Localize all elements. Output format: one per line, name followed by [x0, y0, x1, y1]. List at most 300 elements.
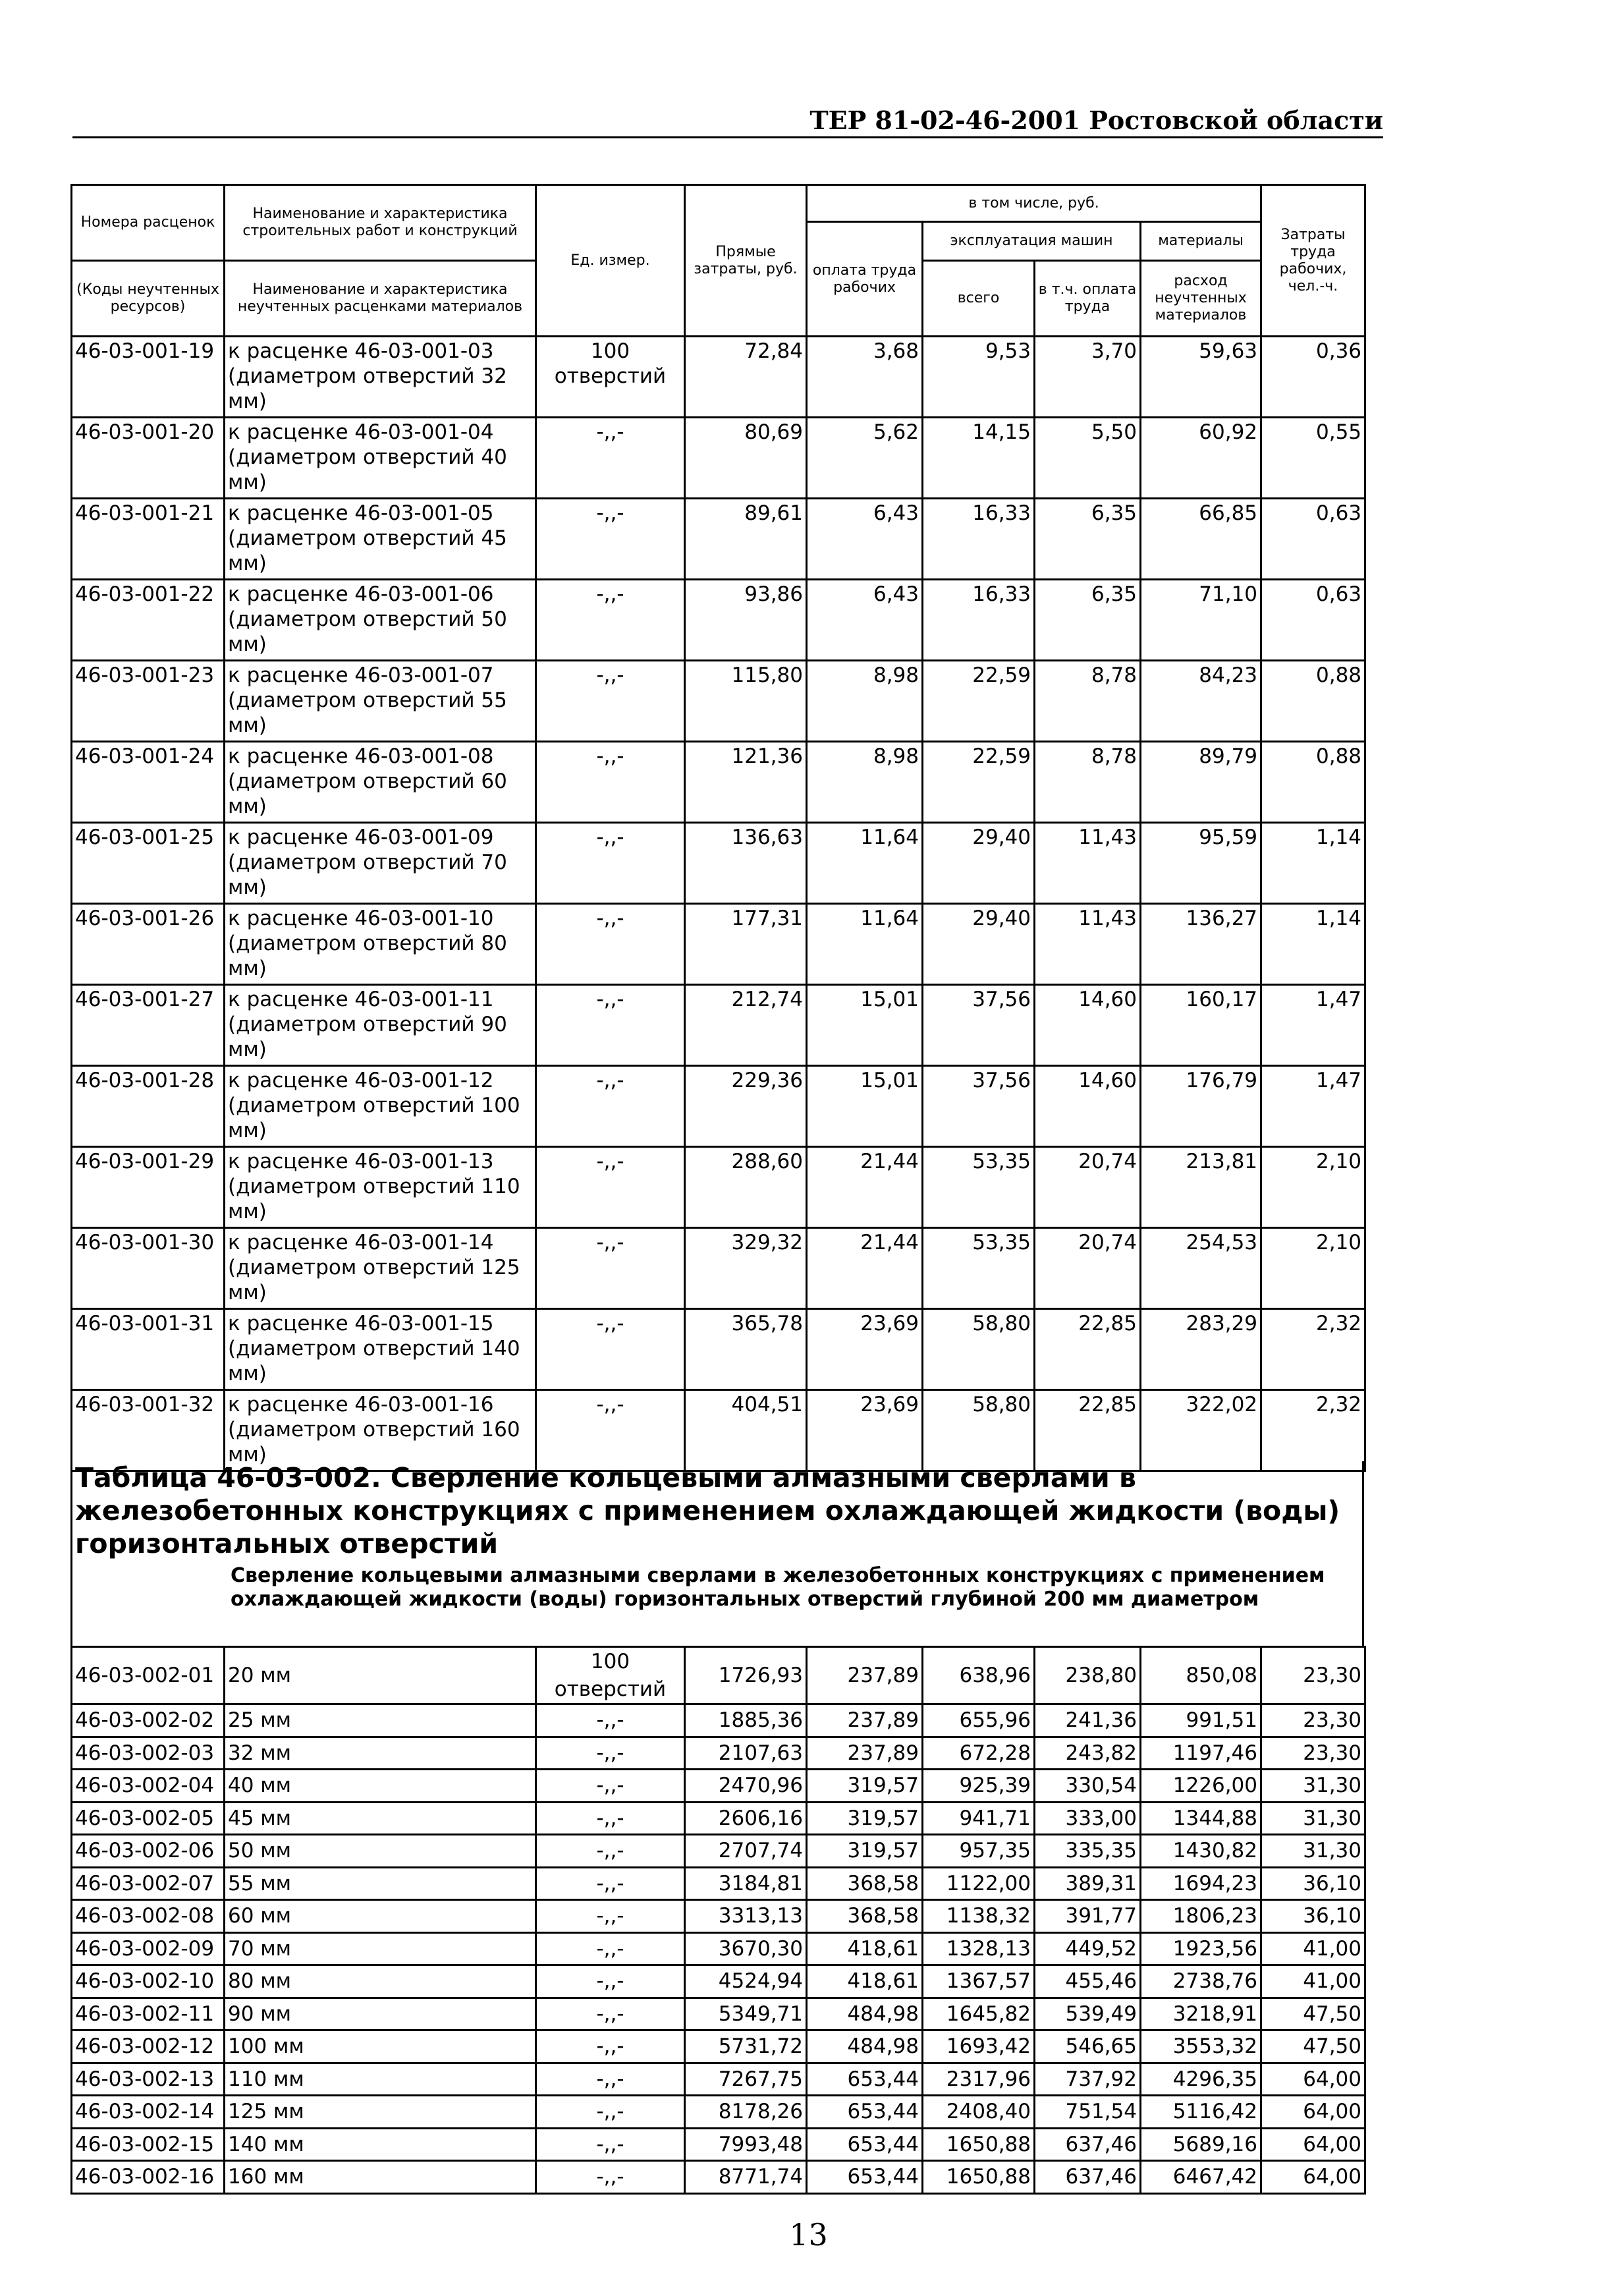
description: 60 мм [225, 1900, 536, 1933]
labor-hours: 36,10 [1261, 1900, 1365, 1933]
materials: 1806,23 [1141, 1900, 1261, 1933]
wages: 319,57 [807, 1770, 923, 1803]
description: 70 мм [225, 1932, 536, 1965]
wages: 11,64 [807, 823, 923, 904]
machine-total: 58,80 [923, 1390, 1035, 1471]
machine-wages: 238,80 [1035, 1647, 1141, 1704]
materials: 2738,76 [1141, 1965, 1261, 1998]
description: 100 мм [225, 2030, 536, 2063]
table-row [72, 985, 1365, 1066]
wages: 21,44 [807, 1228, 923, 1309]
table-row [72, 2128, 1365, 2161]
labor-hours: 23,30 [1261, 1704, 1365, 1737]
labor-hours: 2,10 [1261, 1147, 1365, 1228]
wages: 653,44 [807, 2161, 923, 2194]
machine-total: 1367,57 [923, 1965, 1035, 1998]
wages: 5,62 [807, 418, 923, 499]
rate-code: 46-03-001-30 [72, 1228, 225, 1309]
col-code2: (Коды неучтенных ресурсов) [72, 261, 225, 337]
table-row [72, 2096, 1365, 2129]
labor-hours: 36,10 [1261, 1867, 1365, 1900]
rate-code: 46-03-002-03 [72, 1737, 225, 1770]
unit: -,,- [536, 1066, 685, 1147]
rates-table-46-03-001 [70, 184, 1366, 1472]
wages: 15,01 [807, 985, 923, 1066]
rate-code: 46-03-001-25 [72, 823, 225, 904]
col-labor: Затраты труда рабочих, чел.-ч. [1261, 185, 1365, 337]
unit: -,,- [536, 2096, 685, 2129]
direct-costs: 329,32 [685, 1228, 807, 1309]
unit: -,,- [536, 1737, 685, 1770]
description: 80 мм [225, 1965, 536, 1998]
labor-hours: 47,50 [1261, 2030, 1365, 2063]
materials: 283,29 [1141, 1309, 1261, 1390]
materials: 1923,56 [1141, 1932, 1261, 1965]
machine-wages: 637,46 [1035, 2161, 1141, 2194]
labor-hours: 1,47 [1261, 1066, 1365, 1147]
machine-wages: 333,00 [1035, 1802, 1141, 1835]
wages: 237,89 [807, 1647, 923, 1704]
materials: 59,63 [1141, 337, 1261, 418]
machine-total: 655,96 [923, 1704, 1035, 1737]
labor-hours: 41,00 [1261, 1965, 1365, 1998]
materials: 89,79 [1141, 742, 1261, 823]
machine-wages: 22,85 [1035, 1390, 1141, 1471]
unit: -,,- [536, 418, 685, 499]
table-row [72, 1309, 1365, 1390]
machine-total: 925,39 [923, 1770, 1035, 1803]
table-row [72, 1932, 1365, 1965]
materials: 1197,46 [1141, 1737, 1261, 1770]
machine-wages: 737,92 [1035, 2063, 1141, 2096]
wages: 237,89 [807, 1704, 923, 1737]
table-row [72, 2161, 1365, 2194]
unit: 100 отверстий [536, 1647, 685, 1704]
machine-total: 16,33 [923, 499, 1035, 580]
unit: -,,- [536, 1228, 685, 1309]
machine-wages: 539,49 [1035, 1998, 1141, 2030]
table-row [72, 2030, 1365, 2063]
direct-costs: 89,61 [685, 499, 807, 580]
machine-total: 1650,88 [923, 2128, 1035, 2161]
rate-code: 46-03-001-29 [72, 1147, 225, 1228]
machine-total: 2317,96 [923, 2063, 1035, 2096]
description: к расценке 46-03-001-03 (диаметром отверстий 32 мм) [225, 337, 536, 418]
direct-costs: 72,84 [685, 337, 807, 418]
materials: 850,08 [1141, 1647, 1261, 1704]
materials: 60,92 [1141, 418, 1261, 499]
wages: 653,44 [807, 2096, 923, 2129]
machine-wages: 6,35 [1035, 580, 1141, 661]
machine-wages: 335,35 [1035, 1835, 1141, 1868]
wages: 653,44 [807, 2063, 923, 2096]
table-row [72, 742, 1365, 823]
materials: 991,51 [1141, 1704, 1261, 1737]
unit: -,,- [536, 1802, 685, 1835]
rate-code: 46-03-001-24 [72, 742, 225, 823]
materials: 6467,42 [1141, 2161, 1261, 2194]
machine-wages: 6,35 [1035, 499, 1141, 580]
table-row [72, 661, 1365, 742]
wages: 484,98 [807, 1998, 923, 2030]
table-row [72, 1066, 1365, 1147]
direct-costs: 93,86 [685, 580, 807, 661]
rate-code: 46-03-002-16 [72, 2161, 225, 2194]
col-code: Номера расценок [72, 185, 225, 261]
table-row [72, 1867, 1365, 1900]
materials: 1694,23 [1141, 1867, 1261, 1900]
description: 160 мм [225, 2161, 536, 2194]
table-row [72, 1390, 1365, 1471]
rate-code: 46-03-001-21 [72, 499, 225, 580]
description: 25 мм [225, 1704, 536, 1737]
unit: -,,- [536, 1770, 685, 1803]
section-subtitle: Сверление кольцевыми алмазными сверлами в железобетонных конструкциях с применением охлаждающей жидкости (воды) горизонтальных отверстий глубиной 200 мм диаметром [231, 1564, 1325, 1611]
description: к расценке 46-03-001-06 (диаметром отверстий 50 мм) [225, 580, 536, 661]
rate-code: 46-03-002-04 [72, 1770, 225, 1803]
machine-total: 1645,82 [923, 1998, 1035, 2030]
description: 125 мм [225, 2096, 536, 2129]
col-name: Наименование и характеристика строительных работ и конструкций [225, 185, 536, 261]
col-wage: оплата труда рабочих [807, 222, 923, 337]
machine-wages: 5,50 [1035, 418, 1141, 499]
labor-hours: 0,55 [1261, 418, 1365, 499]
machine-total: 37,56 [923, 985, 1035, 1066]
table-row [72, 1770, 1365, 1803]
machine-wages: 389,31 [1035, 1867, 1141, 1900]
rate-code: 46-03-002-01 [72, 1647, 225, 1704]
unit: -,,- [536, 2161, 685, 2194]
labor-hours: 0,88 [1261, 661, 1365, 742]
rate-code: 46-03-002-09 [72, 1932, 225, 1965]
machine-total: 672,28 [923, 1737, 1035, 1770]
machine-total: 957,35 [923, 1835, 1035, 1868]
page-number: 13 [789, 2217, 828, 2253]
unit: -,,- [536, 823, 685, 904]
unit: -,,- [536, 499, 685, 580]
materials: 71,10 [1141, 580, 1261, 661]
machine-wages: 14,60 [1035, 985, 1141, 1066]
description: к расценке 46-03-001-15 (диаметром отверстий 140 мм) [225, 1309, 536, 1390]
table-row [72, 580, 1365, 661]
wages: 319,57 [807, 1835, 923, 1868]
table-row [72, 1737, 1365, 1770]
description: 40 мм [225, 1770, 536, 1803]
machine-wages: 449,52 [1035, 1932, 1141, 1965]
labor-hours: 0,36 [1261, 337, 1365, 418]
table-row [72, 823, 1365, 904]
rate-code: 46-03-001-19 [72, 337, 225, 418]
direct-costs: 136,63 [685, 823, 807, 904]
description: 140 мм [225, 2128, 536, 2161]
unit: -,,- [536, 2063, 685, 2096]
materials: 84,23 [1141, 661, 1261, 742]
direct-costs: 80,69 [685, 418, 807, 499]
direct-costs: 365,78 [685, 1309, 807, 1390]
direct-costs: 2470,96 [685, 1770, 807, 1803]
description: к расценке 46-03-001-04 (диаметром отверстий 40 мм) [225, 418, 536, 499]
materials: 322,02 [1141, 1390, 1261, 1471]
direct-costs: 8178,26 [685, 2096, 807, 2129]
labor-hours: 23,30 [1261, 1647, 1365, 1704]
description: 50 мм [225, 1835, 536, 1868]
machine-total: 9,53 [923, 337, 1035, 418]
wages: 6,43 [807, 499, 923, 580]
labor-hours: 64,00 [1261, 2096, 1365, 2129]
labor-hours: 0,63 [1261, 499, 1365, 580]
machine-wages: 11,43 [1035, 823, 1141, 904]
rate-code: 46-03-001-20 [72, 418, 225, 499]
machine-wages: 243,82 [1035, 1737, 1141, 1770]
direct-costs: 3313,13 [685, 1900, 807, 1933]
col-mach-total: всего [923, 261, 1035, 337]
wages: 484,98 [807, 2030, 923, 2063]
direct-costs: 2606,16 [685, 1802, 807, 1835]
rate-code: 46-03-002-05 [72, 1802, 225, 1835]
rate-code: 46-03-002-08 [72, 1900, 225, 1933]
rates-table-46-03-002 [70, 1646, 1366, 2195]
direct-costs: 5349,71 [685, 1998, 807, 2030]
materials: 176,79 [1141, 1066, 1261, 1147]
description: 90 мм [225, 1998, 536, 2030]
machine-total: 1328,13 [923, 1932, 1035, 1965]
machine-total: 16,33 [923, 580, 1035, 661]
wages: 368,58 [807, 1867, 923, 1900]
labor-hours: 1,14 [1261, 823, 1365, 904]
materials: 1226,00 [1141, 1770, 1261, 1803]
labor-hours: 1,47 [1261, 985, 1365, 1066]
materials: 254,53 [1141, 1228, 1261, 1309]
table-row [72, 1998, 1365, 2030]
materials: 95,59 [1141, 823, 1261, 904]
machine-wages: 3,70 [1035, 337, 1141, 418]
labor-hours: 31,30 [1261, 1802, 1365, 1835]
table-row [72, 1228, 1365, 1309]
rate-code: 46-03-001-28 [72, 1066, 225, 1147]
unit: -,,- [536, 1998, 685, 2030]
labor-hours: 23,30 [1261, 1737, 1365, 1770]
description: 32 мм [225, 1737, 536, 1770]
machine-wages: 14,60 [1035, 1066, 1141, 1147]
table-row [72, 1965, 1365, 1998]
materials: 3218,91 [1141, 1998, 1261, 2030]
rate-code: 46-03-001-31 [72, 1309, 225, 1390]
unit: -,,- [536, 2128, 685, 2161]
direct-costs: 404,51 [685, 1390, 807, 1471]
machine-total: 22,59 [923, 661, 1035, 742]
description: 45 мм [225, 1802, 536, 1835]
labor-hours: 41,00 [1261, 1932, 1365, 1965]
machine-total: 941,71 [923, 1802, 1035, 1835]
materials: 136,27 [1141, 904, 1261, 985]
col-mat-consumption: расход неучтенных материалов [1141, 261, 1261, 337]
machine-wages: 751,54 [1035, 2096, 1141, 2129]
rate-code: 46-03-001-27 [72, 985, 225, 1066]
direct-costs: 2707,74 [685, 1835, 807, 1868]
rate-code: 46-03-002-14 [72, 2096, 225, 2129]
machine-total: 53,35 [923, 1228, 1035, 1309]
col-mat: материалы [1141, 222, 1261, 261]
direct-costs: 212,74 [685, 985, 807, 1066]
direct-costs: 7267,75 [685, 2063, 807, 2096]
direct-costs: 288,60 [685, 1147, 807, 1228]
machine-wages: 330,54 [1035, 1770, 1141, 1803]
description: 55 мм [225, 1867, 536, 1900]
rate-code: 46-03-001-22 [72, 580, 225, 661]
machine-total: 58,80 [923, 1309, 1035, 1390]
materials: 5116,42 [1141, 2096, 1261, 2129]
labor-hours: 64,00 [1261, 2161, 1365, 2194]
col-mach-wage: в т.ч. оплата труда [1035, 261, 1141, 337]
labor-hours: 47,50 [1261, 1998, 1365, 2030]
machine-wages: 20,74 [1035, 1228, 1141, 1309]
labor-hours: 31,30 [1261, 1770, 1365, 1803]
machine-total: 1138,32 [923, 1900, 1035, 1933]
direct-costs: 4524,94 [685, 1965, 807, 1998]
description: к расценке 46-03-001-12 (диаметром отверстий 100 мм) [225, 1066, 536, 1147]
col-mach: эксплуатация машин [923, 222, 1141, 261]
unit: -,,- [536, 1965, 685, 1998]
labor-hours: 2,10 [1261, 1228, 1365, 1309]
rate-code: 46-03-001-32 [72, 1390, 225, 1471]
direct-costs: 8771,74 [685, 2161, 807, 2194]
machine-total: 638,96 [923, 1647, 1035, 1704]
materials: 1344,88 [1141, 1802, 1261, 1835]
description: к расценке 46-03-001-16 (диаметром отверстий 160 мм) [225, 1390, 536, 1471]
unit: -,,- [536, 580, 685, 661]
labor-hours: 0,63 [1261, 580, 1365, 661]
labor-hours: 0,88 [1261, 742, 1365, 823]
wages: 8,98 [807, 742, 923, 823]
machine-wages: 8,78 [1035, 742, 1141, 823]
table-row [72, 499, 1365, 580]
unit: -,,- [536, 1932, 685, 1965]
wages: 653,44 [807, 2128, 923, 2161]
wages: 3,68 [807, 337, 923, 418]
machine-total: 29,40 [923, 904, 1035, 985]
machine-total: 37,56 [923, 1066, 1035, 1147]
table-row [72, 1802, 1365, 1835]
machine-wages: 546,65 [1035, 2030, 1141, 2063]
labor-hours: 2,32 [1261, 1390, 1365, 1471]
col-incl: в том числе, руб. [807, 185, 1261, 222]
rate-code: 46-03-002-07 [72, 1867, 225, 1900]
table-row [72, 1147, 1365, 1228]
machine-total: 53,35 [923, 1147, 1035, 1228]
direct-costs: 3184,81 [685, 1867, 807, 1900]
unit: -,,- [536, 1900, 685, 1933]
machine-wages: 391,77 [1035, 1900, 1141, 1933]
materials: 5689,16 [1141, 2128, 1261, 2161]
wages: 23,69 [807, 1309, 923, 1390]
description: к расценке 46-03-001-10 (диаметром отверстий 80 мм) [225, 904, 536, 985]
machine-wages: 11,43 [1035, 904, 1141, 985]
rate-code: 46-03-002-12 [72, 2030, 225, 2063]
col-name2: Наименование и характеристика неучтенных расценками материалов [225, 261, 536, 337]
wages: 368,58 [807, 1900, 923, 1933]
unit: -,,- [536, 1835, 685, 1868]
wages: 6,43 [807, 580, 923, 661]
materials: 4296,35 [1141, 2063, 1261, 2096]
description: к расценке 46-03-001-14 (диаметром отверстий 125 мм) [225, 1228, 536, 1309]
unit: -,,- [536, 1147, 685, 1228]
machine-wages: 455,46 [1035, 1965, 1141, 1998]
description: к расценке 46-03-001-11 (диаметром отверстий 90 мм) [225, 985, 536, 1066]
labor-hours: 64,00 [1261, 2063, 1365, 2096]
description: к расценке 46-03-001-05 (диаметром отверстий 45 мм) [225, 499, 536, 580]
direct-costs: 2107,63 [685, 1737, 807, 1770]
direct-costs: 5731,72 [685, 2030, 807, 2063]
machine-total: 29,40 [923, 823, 1035, 904]
wages: 23,69 [807, 1390, 923, 1471]
direct-costs: 1726,93 [685, 1647, 807, 1704]
labor-hours: 31,30 [1261, 1835, 1365, 1868]
description: 20 мм [225, 1647, 536, 1704]
wages: 418,61 [807, 1932, 923, 1965]
unit: -,,- [536, 1309, 685, 1390]
section-title: Таблица 46-03-002. Сверление кольцевыми алмазными сверлами в железобетонных конструкциях с применением охлаждающей жидкости (воды) горизонтальных отверстий [75, 1462, 1340, 1559]
unit: -,,- [536, 2030, 685, 2063]
col-direct: Прямые затраты, руб. [685, 185, 807, 337]
machine-total: 1650,88 [923, 2161, 1035, 2194]
direct-costs: 177,31 [685, 904, 807, 985]
rate-code: 46-03-002-11 [72, 1998, 225, 2030]
wages: 319,57 [807, 1802, 923, 1835]
unit: -,,- [536, 1867, 685, 1900]
machine-wages: 637,46 [1035, 2128, 1141, 2161]
col-unit: Ед. измер. [536, 185, 685, 337]
rate-code: 46-03-001-26 [72, 904, 225, 985]
unit: -,,- [536, 1704, 685, 1737]
materials: 213,81 [1141, 1147, 1261, 1228]
machine-total: 22,59 [923, 742, 1035, 823]
description: 110 мм [225, 2063, 536, 2096]
unit: -,,- [536, 904, 685, 985]
machine-total: 14,15 [923, 418, 1035, 499]
direct-costs: 1885,36 [685, 1704, 807, 1737]
materials: 1430,82 [1141, 1835, 1261, 1868]
wages: 237,89 [807, 1737, 923, 1770]
machine-total: 1693,42 [923, 2030, 1035, 2063]
description: к расценке 46-03-001-09 (диаметром отверстий 70 мм) [225, 823, 536, 904]
materials: 3553,32 [1141, 2030, 1261, 2063]
machine-total: 1122,00 [923, 1867, 1035, 1900]
rate-code: 46-03-002-10 [72, 1965, 225, 1998]
table-row [72, 904, 1365, 985]
description: к расценке 46-03-001-07 (диаметром отверстий 55 мм) [225, 661, 536, 742]
rate-code: 46-03-002-13 [72, 2063, 225, 2096]
machine-wages: 22,85 [1035, 1309, 1141, 1390]
labor-hours: 1,14 [1261, 904, 1365, 985]
labor-hours: 64,00 [1261, 2128, 1365, 2161]
table-row [72, 418, 1365, 499]
wages: 8,98 [807, 661, 923, 742]
direct-costs: 7993,48 [685, 2128, 807, 2161]
machine-wages: 20,74 [1035, 1147, 1141, 1228]
machine-wages: 241,36 [1035, 1704, 1141, 1737]
wages: 15,01 [807, 1066, 923, 1147]
rate-code: 46-03-002-06 [72, 1835, 225, 1868]
table-row [72, 1900, 1365, 1933]
section-heading [70, 1461, 1364, 1646]
machine-wages: 8,78 [1035, 661, 1141, 742]
materials: 160,17 [1141, 985, 1261, 1066]
machine-total: 2408,40 [923, 2096, 1035, 2129]
table-row [72, 1704, 1365, 1737]
unit: -,,- [536, 742, 685, 823]
unit: -,,- [536, 661, 685, 742]
unit: -,,- [536, 1390, 685, 1471]
